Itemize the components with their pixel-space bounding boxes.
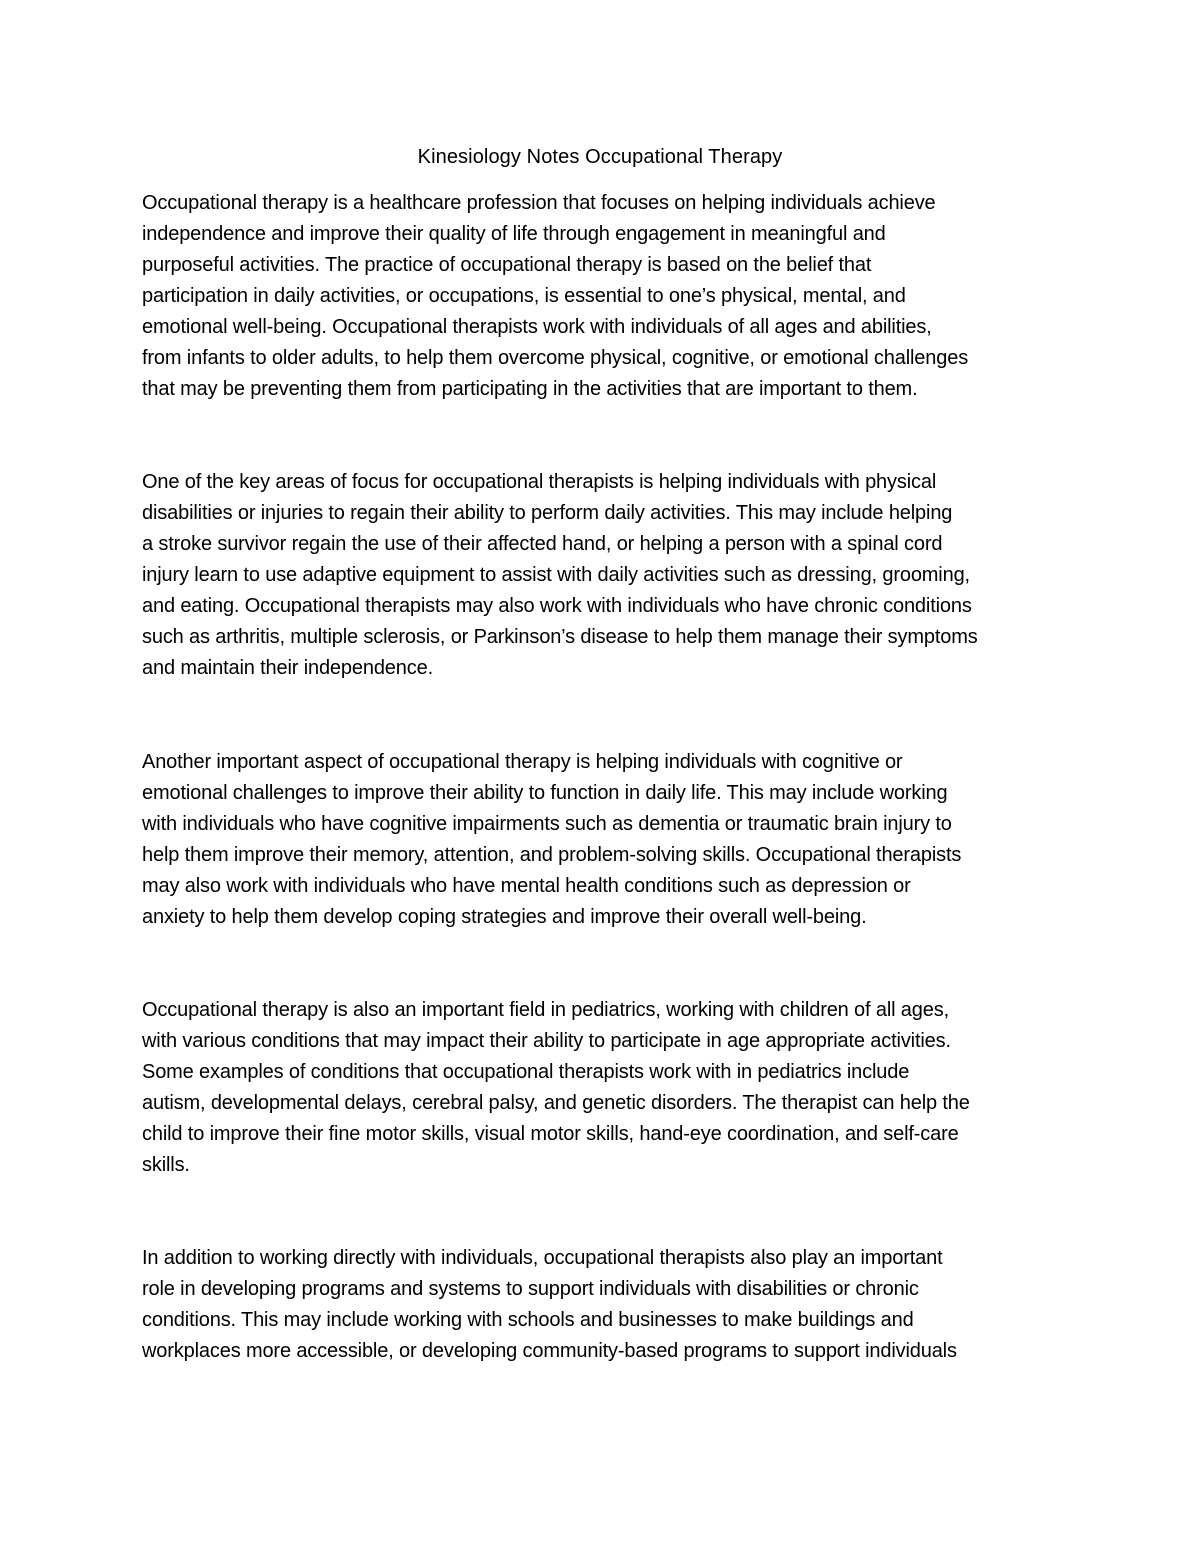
paragraph-5 bbox=[142, 1243, 1062, 1367]
paragraph-line: Some examples of conditions that occupational therapists work with in pediatrics include bbox=[142, 1061, 910, 1083]
paragraph-line: conditions. This may include working with schools and businesses to make buildings and bbox=[142, 1309, 914, 1331]
paragraph-line: child to improve their fine motor skills, visual motor skills, hand-eye coordination, and self-care bbox=[142, 1123, 959, 1145]
paragraph-line: participation in daily activities, or occupations, is essential to one’s physical, mental, and bbox=[142, 285, 906, 307]
document-title: Kinesiology Notes Occupational Therapy bbox=[417, 146, 783, 168]
paragraph-line: anxiety to help them develop coping strategies and improve their overall well-being. bbox=[142, 906, 867, 928]
paragraph-line: role in developing programs and systems to support individuals with disabilities or chronic bbox=[142, 1278, 919, 1300]
paragraph-line: disabilities or injuries to regain their ability to perform daily activities. This may include helping bbox=[142, 502, 953, 524]
paragraph-1 bbox=[142, 188, 1062, 405]
paragraph-4 bbox=[142, 995, 1062, 1181]
paragraph-line: independence and improve their quality of life through engagement in meaningful and bbox=[142, 223, 886, 245]
paragraph-line: injury learn to use adaptive equipment to assist with daily activities such as dressing, grooming, bbox=[142, 564, 970, 586]
paragraph-line: skills. bbox=[142, 1154, 190, 1176]
paragraph-line: and maintain their independence. bbox=[142, 657, 433, 679]
paragraph-3 bbox=[142, 747, 1062, 933]
paragraph-line: purposeful activities. The practice of occupational therapy is based on the belief that bbox=[142, 254, 872, 276]
paragraph-line: help them improve their memory, attention, and problem-solving skills. Occupational therapists bbox=[142, 844, 962, 866]
paragraph-line: autism, developmental delays, cerebral palsy, and genetic disorders. The therapist can help the bbox=[142, 1092, 970, 1114]
paragraph-line: Another important aspect of occupational therapy is helping individuals with cognitive or bbox=[142, 751, 903, 773]
paragraph-2 bbox=[142, 467, 1062, 684]
paragraph-line: a stroke survivor regain the use of their affected hand, or helping a person with a spinal cord bbox=[142, 533, 943, 555]
paragraph-line: emotional well-being. Occupational therapists work with individuals of all ages and abilities, bbox=[142, 316, 932, 338]
paragraph-line: may also work with individuals who have mental health conditions such as depression or bbox=[142, 875, 911, 897]
paragraph-line: Occupational therapy is a healthcare profession that focuses on helping individuals achieve bbox=[142, 192, 936, 214]
paragraph-line: such as arthritis, multiple sclerosis, or Parkinson’s disease to help them manage their symptoms bbox=[142, 626, 978, 648]
paragraph-line: with individuals who have cognitive impairments such as dementia or traumatic brain injury to bbox=[142, 813, 952, 835]
paragraph-line: In addition to working directly with individuals, occupational therapists also play an important bbox=[142, 1247, 943, 1269]
paragraph-line: that may be preventing them from participating in the activities that are important to them. bbox=[142, 378, 918, 400]
paragraph-line: with various conditions that may impact their ability to participate in age appropriate activities. bbox=[142, 1030, 951, 1052]
paragraph-line: emotional challenges to improve their ability to function in daily life. This may include working bbox=[142, 782, 948, 804]
paragraph-line: and eating. Occupational therapists may also work with individuals who have chronic conditions bbox=[142, 595, 972, 617]
paragraph-line: One of the key areas of focus for occupational therapists is helping individuals with physical bbox=[142, 471, 937, 493]
paragraph-line: Occupational therapy is also an important field in pediatrics, working with children of all ages, bbox=[142, 999, 949, 1021]
paragraph-line: workplaces more accessible, or developing community-based programs to support individuals bbox=[142, 1340, 957, 1362]
paragraph-line: from infants to older adults, to help them overcome physical, cognitive, or emotional challenges bbox=[142, 347, 969, 369]
